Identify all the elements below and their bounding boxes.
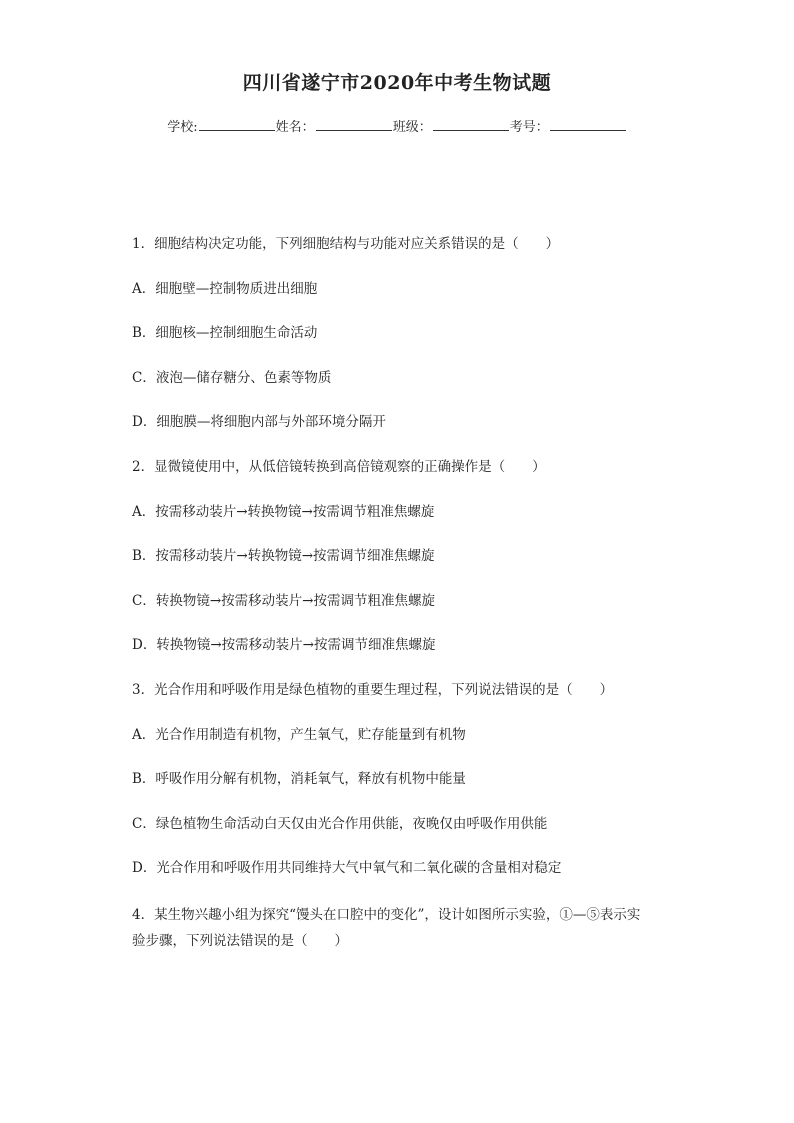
student-info-line <box>0 116 794 135</box>
exam-number-blank[interactable] <box>550 118 626 131</box>
question-3-option-a: A．光合作用制造有机物，产生氧气，贮存能量到有机物 <box>132 726 466 743</box>
question-2-option-a: A．按需移动装片→转换物镜→按需调节粗准焦螺旋 <box>132 503 435 520</box>
question-3-option-c: C．绿色植物生命活动白天仅由光合作用供能，夜晚仅由呼吸作用供能 <box>132 815 548 832</box>
question-1-option-a: A．细胞壁—控制物质进出细胞 <box>132 280 318 297</box>
question-3-stem: 3．光合作用和呼吸作用是绿色植物的重要生理过程，下列说法错误的是（ ） <box>132 681 614 698</box>
exam-number-label: 考号： <box>509 120 549 135</box>
question-3-option-b: B．呼吸作用分解有机物，消耗氧气，释放有机物中能量 <box>132 771 466 788</box>
question-2-option-c: C．转换物镜→按需移动装片→按需调节粗准焦螺旋 <box>132 592 435 609</box>
question-4-stem-line-2: 验步骤，下列说法错误的是（ ） <box>132 932 348 949</box>
name-label: 姓名： <box>275 120 315 135</box>
question-4-stem-line-1: 4．某生物兴趣小组为探究“馒头在口腔中的变化”，设计如图所示实验，①—⑤表示实 <box>132 906 641 923</box>
class-blank[interactable] <box>433 118 509 131</box>
question-3-option-d: D．光合作用和呼吸作用共同维持大气中氧气和二氧化碳的含量相对稳定 <box>132 860 562 877</box>
name-field <box>276 116 393 135</box>
school-blank[interactable] <box>199 118 275 131</box>
question-2-option-d: D．转换物镜→按需移动装片→按需调节细准焦螺旋 <box>132 637 436 654</box>
question-list <box>132 233 672 954</box>
document-title: 四川省遂宁市2020年中考生物试题 <box>242 72 552 94</box>
question-1-option-c: C．液泡—储存糖分、色素等物质 <box>132 369 332 386</box>
question-2-stem: 2．显微镜使用中，从低倍镜转换到高倍镜观察的正确操作是（ ） <box>132 458 546 475</box>
exam-number-field <box>510 116 627 135</box>
school-label: 学校: <box>167 120 198 135</box>
class-field <box>393 116 510 135</box>
name-blank[interactable] <box>316 118 392 131</box>
question-1-option-b: B．细胞核—控制细胞生命活动 <box>132 325 318 342</box>
school-field <box>167 116 275 135</box>
question-1-option-d: D．细胞膜—将细胞内部与外部环境分隔开 <box>132 414 386 431</box>
question-1-stem: 1．细胞结构决定功能，下列细胞结构与功能对应关系错误的是（ ） <box>132 236 560 252</box>
class-label: 班级： <box>392 120 432 135</box>
question-2-option-b: B．按需移动装片→转换物镜→按需调节细准焦螺旋 <box>132 548 435 565</box>
